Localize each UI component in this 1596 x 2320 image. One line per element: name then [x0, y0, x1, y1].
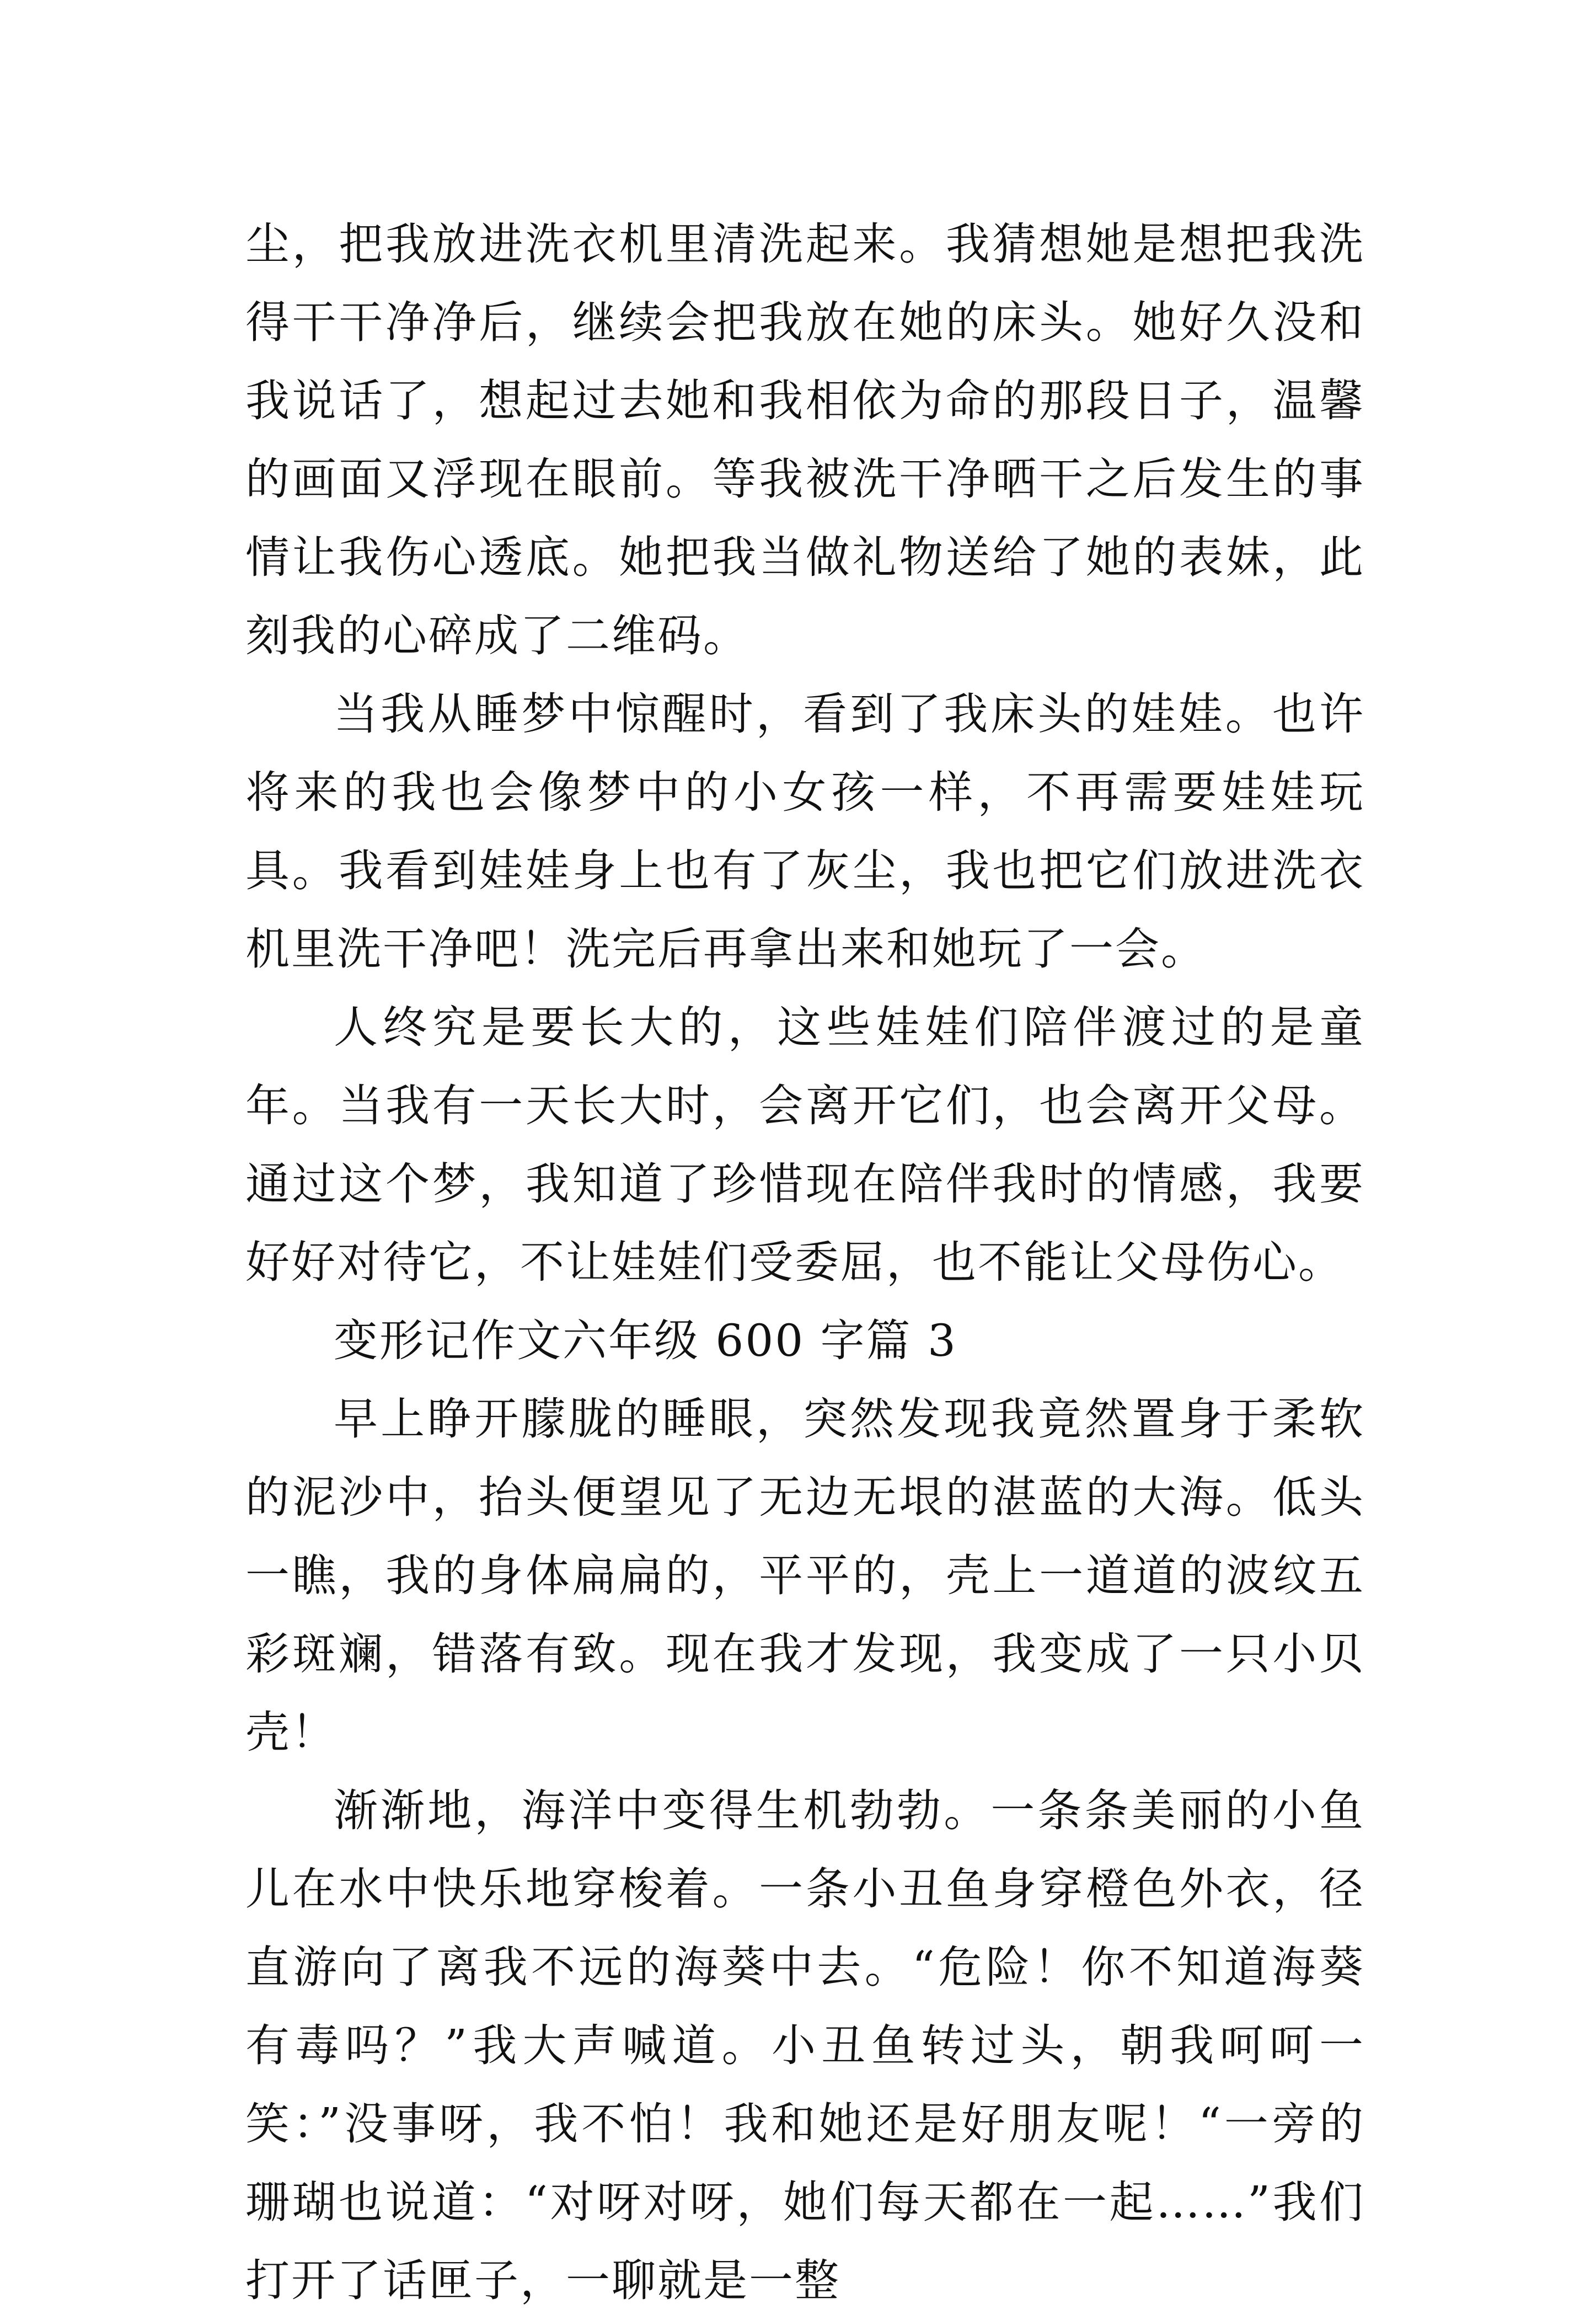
paragraph-growing-up: 人终究是要长大的，这些娃娃们陪伴渡过的是童年。当我有一天长大时，会离开它们，也会离开父母。通过这个梦，我知道了珍惜现在陪伴我时的情感，我要好好对待它，不让娃娃们受委屈，也不能让父母伤心。 — [245, 1002, 1365, 1288]
document-body — [245, 205, 1365, 2320]
paragraph-clownfish: 渐渐地，海洋中变得生机勃勃。一条条美丽的小鱼儿在水中快乐地穿梭着。一条小丑鱼身穿橙色外衣，径直游向了离我不远的海葵中去。“危险！你不知道海葵有毒吗？”我大声喊道。小丑鱼转过头，朝我呵呵一笑：”没事呀，我不怕！我和她还是好朋友呢！“一旁的珊瑚也说道：“对呀对呀，她们每天都在一起……”我们打开了话匣子，一聊就是一整 — [245, 1785, 1365, 2306]
section-heading: 变形记作文六年级 600 字篇 3 — [334, 1315, 957, 1366]
paragraph-continuation: 尘，把我放进洗衣机里清洗起来。我猜想她是想把我洗得干干净净后，继续会把我放在她的床头。她好久没和我说话了，想起过去她和我相依为命的那段日子，温馨的画面又浮现在眼前。等我被洗干净晒干之后发生的事情让我伤心透底。她把我当做礼物送给了她的表妹，此刻我的心碎成了二维码。 — [245, 218, 1365, 661]
paragraph-shell-transformation: 早上睁开朦胧的睡眼，突然发现我竟然置身于柔软的泥沙中，抬头便望见了无边无垠的湛蓝的大海。低头一瞧，我的身体扁扁的，平平的，壳上一道道的波纹五彩斑斓，错落有致。现在我才发现，我变成了一只小贝壳！ — [245, 1393, 1365, 1758]
paragraph-waking-up: 当我从睡梦中惊醒时，看到了我床头的娃娃。也许将来的我也会像梦中的小女孩一样，不再需要娃娃玩具。我看到娃娃身上也有了灰尘，我也把它们放进洗衣机里洗干净吧！洗完后再拿出来和她玩了一会。 — [245, 688, 1365, 975]
